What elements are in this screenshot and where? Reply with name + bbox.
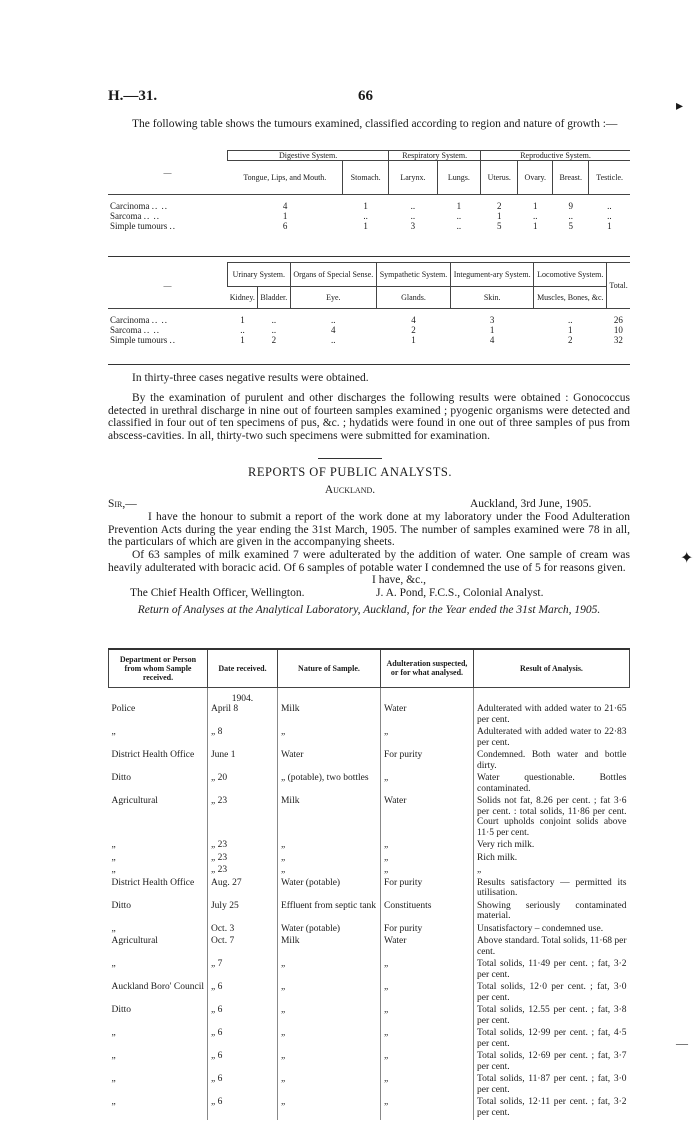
cell: For purity [380, 924, 473, 937]
table-row [109, 853, 630, 866]
col-header: Stomach. [343, 161, 389, 195]
cell: 2 [568, 335, 573, 345]
cell: Total solids, 11·87 per cent. ; fat, 3·0 per cent. [473, 1074, 629, 1097]
reports-title: REPORTS OF PUBLIC ANALYSTS. [248, 465, 452, 479]
cell: „ [380, 1005, 473, 1028]
cell: Ditto [111, 773, 132, 783]
col-header: Date received. [207, 649, 277, 687]
cell: 4 [282, 201, 288, 211]
tumours-table-1: — Digestive System. Respiratory System. Reproductive System. Tongue, Lips, and Mouth. Stomach. Larynx. Lungs. Uterus. Ovary. Breast. Testicle. Carcinoma .. .. 4 1 .. 1 2 1 9 .. Sarcoma .. .. 1 .. .. .. 1 .. .. .. Simple tumours .. 6 1 3 .. 5 1 5 1 [108, 150, 630, 231]
table-row [109, 924, 630, 937]
cell: „ [380, 1097, 473, 1120]
cell: 1 [456, 201, 462, 211]
cell: Rich milk. [473, 853, 629, 866]
cell: Results satisfactory — permitted its utilisation. [473, 878, 629, 901]
cell: Total solids, 12·11 per cent. ; fat, 3·2 per cent. [473, 1097, 629, 1120]
cell: Milk [277, 704, 380, 727]
cell: „ 6 [207, 1028, 277, 1051]
cell: „ 23 [207, 796, 277, 840]
margin-mark: ▸ [676, 99, 684, 114]
cell: 1 [568, 325, 573, 335]
table-row [109, 840, 630, 853]
cell: „ 20 [207, 773, 277, 796]
col-header: Result of Analysis. [473, 649, 629, 687]
col-header: Skin. [450, 287, 533, 309]
cell: Auckland Boro' Council [111, 982, 204, 992]
table-row: Simple tumours .. 1 2 .. 1 4 2 32 [108, 335, 630, 345]
cell: .. [410, 211, 416, 221]
cell: „ [111, 865, 116, 875]
col-header: Kidney. [228, 287, 258, 309]
group-header: Sympathetic System. [377, 263, 451, 287]
salutation: Sir,— [108, 498, 137, 510]
cell: Oct. 7 [207, 936, 277, 959]
col-header: Nature of Sample. [277, 649, 380, 687]
cell: „ (potable), two bottles [277, 773, 380, 796]
cell: Water [380, 704, 473, 727]
cell: „ [277, 982, 380, 1005]
cell: Water questionable. Bottles contaminated. [473, 773, 629, 796]
cell: „ [277, 1074, 380, 1097]
col-header: Tongue, Lips, and Mouth. [228, 161, 343, 195]
cell: „ 23 [207, 853, 277, 866]
cell: „ 6 [207, 1074, 277, 1097]
cell: „ [380, 727, 473, 750]
cell: .. [240, 325, 245, 335]
col-header: Larynx. [389, 161, 437, 195]
cell: .. [607, 211, 612, 221]
col-header: Breast. [553, 161, 589, 195]
cell: „ [380, 1051, 473, 1074]
cell: „ [111, 852, 116, 863]
table-row [109, 1028, 630, 1051]
cell: Ditto [111, 900, 132, 911]
group-header: Urinary System. [228, 263, 291, 287]
col-header: Department or Person from whom Sample received. [109, 649, 208, 687]
cell: 6 [282, 221, 288, 231]
cell: .. [607, 201, 612, 211]
tumours-table-2: — Urinary System. Organs of Special Sense. Sympathetic System. Integument-ary System. Locomotive System. Total. Kidney. Bladder. Eye. Glands. Skin. Muscles, Bones, &c. Carcinoma .. .. 1 .. .. 4 3 .. 26 Sarcoma .. .. .. .. 4 2 1 1 10 Simple tumours .. 1 2 .. 1 4 2 32 [108, 262, 630, 345]
letter-date: Auckland, 3rd June, 1905. [470, 498, 592, 510]
cell: „ [380, 1074, 473, 1097]
location-heading: Auckland. [324, 484, 376, 496]
letter-paragraph-1: I have the honour to submit a report of the work done at my laboratory under the Food Adulteration Prevention Acts during the year ending the 31st March, 1905. The number of samples examined were 78 in all, the particulars of which are given in the accompanying sheets. [108, 511, 630, 548]
margin-mark: ✦ [680, 550, 694, 567]
row-label: Sarcoma [110, 325, 142, 335]
table-row [109, 1074, 630, 1097]
cell: „ [111, 840, 116, 850]
closing: I have, &c., [372, 574, 426, 586]
col-header: Uterus. [481, 161, 518, 195]
cell: For purity [380, 750, 473, 773]
cell: Unsatisfactory – condemned use. [473, 924, 629, 937]
cell: Effluent from septic tank [277, 901, 380, 924]
cell: 1 [363, 201, 368, 211]
page-number: 66 [358, 88, 373, 104]
table-row [109, 1051, 630, 1074]
table-row: Simple tumours .. 6 1 3 .. 5 1 5 1 [108, 221, 630, 231]
cell: „ [380, 840, 473, 853]
cell: 2 [496, 201, 502, 211]
cell: June 1 [207, 750, 277, 773]
table-row [109, 750, 630, 773]
cell: Milk [277, 936, 380, 959]
cell: .. [410, 201, 416, 211]
table-row [109, 936, 630, 959]
cell: „ [380, 959, 473, 982]
cell: „ [380, 982, 473, 1005]
cell: „ 7 [207, 959, 277, 982]
cell: 10 [613, 325, 623, 335]
cell: Police [111, 704, 136, 714]
table-rule [108, 256, 630, 257]
group-header: Organs of Special Sense. [290, 263, 376, 287]
cell: 26 [613, 315, 623, 325]
cell: .. [533, 211, 538, 221]
col-header: Adulteration suspected, or for what analysed. [380, 649, 473, 687]
cell: 4 [411, 315, 416, 325]
cell: Aug. 27 [207, 878, 277, 901]
cell: „ [277, 1028, 380, 1051]
cell: Water (potable) [277, 878, 380, 901]
cell: „ 6 [207, 982, 277, 1005]
table-row [109, 865, 630, 878]
cell: 1 [533, 201, 538, 211]
cell: „ 6 [207, 1097, 277, 1120]
cell: Solids not fat, 8.26 per cent. ; fat 3·6 per cent. : total solids, 11·86 per cent. Court upholds conjoint solids above 11·5 per cent. [473, 796, 629, 840]
cell: Agricultural [111, 936, 158, 946]
table-row [109, 878, 630, 901]
cell: „ [111, 1074, 116, 1084]
col-header: Ovary. [518, 161, 553, 195]
cell: 32 [613, 335, 623, 345]
cell: .. [456, 221, 462, 231]
group-header: Total. [607, 263, 630, 309]
row-label: Simple tumours [110, 335, 168, 345]
cell: .. [271, 325, 277, 335]
cell: Total solids, 12·0 per cent. ; fat, 3·0 per cent. [473, 982, 629, 1005]
cell: „ [111, 959, 116, 969]
cell: „ [111, 923, 116, 934]
cell: Total solids, 12.55 per cent. ; fat, 3·8 per cent. [473, 1005, 629, 1028]
cell: .. [363, 211, 368, 221]
cell: 2 [271, 335, 277, 345]
cell: 2 [411, 325, 416, 335]
table-row [109, 1097, 630, 1120]
row-label: Carcinoma [110, 315, 150, 325]
row-label: Sarcoma [110, 211, 142, 221]
cell: „ [111, 727, 116, 737]
cell: „ [473, 865, 629, 878]
cell: .. [568, 211, 574, 221]
cell: Water (potable) [277, 924, 380, 937]
cell: „ [111, 1051, 116, 1061]
cell: 5 [496, 221, 502, 231]
cell: Showing seriously contaminated material. [473, 901, 629, 924]
table-row: Carcinoma .. .. 1 .. .. 4 3 .. 26 [108, 315, 630, 325]
cell: Total solids, 12·69 per cent. ; fat, 3·7 per cent. [473, 1051, 629, 1074]
cell: Total solids, 11·49 per cent. ; fat, 3·2 per cent. [473, 959, 629, 982]
cell: 1 [363, 221, 368, 231]
cell: Ditto [111, 1005, 132, 1015]
group-header: Respiratory System. [389, 151, 481, 161]
col-header: Testicle. [589, 161, 630, 195]
cell: .. [331, 315, 336, 325]
table-row: Sarcoma .. .. .. .. 4 2 1 1 10 [108, 325, 630, 335]
cell: Above standard. Total solids, 11·68 per cent. [473, 936, 629, 959]
table-row [109, 1005, 630, 1028]
signature: J. A. Pond, F.C.S., Colonial Analyst. [376, 587, 544, 599]
cell: July 25 [207, 901, 277, 924]
cell: „ [111, 1097, 116, 1107]
cell: District Health Office [111, 750, 195, 760]
cell: 4 [489, 335, 495, 345]
table-row [109, 982, 630, 1005]
header-series: H.—31. [108, 88, 158, 104]
table-row [109, 901, 630, 924]
cell: Water [380, 796, 473, 840]
cell: 1 [240, 335, 245, 345]
cell: „ 6 [207, 1051, 277, 1074]
cell: Agricultural [111, 796, 158, 806]
table-row [109, 773, 630, 796]
cell: Constituents [380, 901, 473, 924]
cell: For purity [380, 878, 473, 901]
cell: „ 23 [207, 865, 277, 878]
purulent-paragraph: By the examination of purulent and other discharges the following results were obtained : Gonococcus detected in urethral discharge in nine out of fourteen samples examined ; pyogenic organisms were detected and classified in four out of ten specimens of pus, &c. ; hydatids were found in one out of three samples of pus from abscess-cavities. In all, thirty-two such specimens were submitted for examination. [108, 392, 630, 442]
intro-paragraph: The following table shows the tumours examined, classified according to region and nature of growth :— [132, 118, 618, 130]
table-row: Carcinoma .. .. 4 1 .. 1 2 1 9 .. [108, 201, 630, 211]
cell: „ [277, 959, 380, 982]
cell: Adulterated with added water to 21·65 per cent. [473, 704, 629, 727]
table-row [109, 959, 630, 982]
table-row [109, 704, 630, 727]
group-header: Locomotive System. [534, 263, 607, 287]
cell: .. [456, 211, 462, 221]
cell: „ [277, 1097, 380, 1120]
cell: .. [568, 315, 573, 325]
cell: „ [277, 1051, 380, 1074]
section-divider [318, 458, 382, 459]
margin-mark: — [676, 1036, 688, 1050]
cell: „ [277, 853, 380, 866]
cell: Total solids, 12·99 per cent. ; fat, 4·5 per cent. [473, 1028, 629, 1051]
cell: 1 [607, 221, 612, 231]
cell: 1 [411, 335, 416, 345]
cell: Milk [277, 796, 380, 840]
return-title: Return of Analyses at the Analytical Laboratory, Auckland, for the Year ended the 31st March, 1905. [137, 604, 601, 616]
addressee: The Chief Health Officer, Wellington. [130, 587, 305, 599]
cell: 1 [496, 211, 502, 221]
cell: „ 6 [207, 1005, 277, 1028]
negative-results: In thirty-three cases negative results were obtained. [132, 372, 369, 384]
cell: 3 [489, 315, 495, 325]
cell: District Health Office [111, 877, 195, 888]
col-header: Bladder. [258, 287, 290, 309]
col-header: Lungs. [437, 161, 480, 195]
cell: „ 23 [207, 840, 277, 853]
cell: „ [277, 865, 380, 878]
table-row [109, 727, 630, 750]
cell: „ [380, 853, 473, 866]
cell: „ [277, 840, 380, 853]
cell: „ [277, 1005, 380, 1028]
cell: „ [380, 773, 473, 796]
group-header: Integument-ary System. [450, 263, 533, 287]
cell: 1 [489, 325, 495, 335]
cell: „ [277, 727, 380, 750]
col-header: Muscles, Bones, &c. [534, 287, 607, 309]
analyses-table [108, 648, 630, 1120]
cell: Condemned. Both water and bottle dirty. [473, 750, 629, 773]
group-header: Reproductive System. [481, 151, 630, 161]
cell: 3 [410, 221, 416, 231]
cell: 1 [533, 221, 538, 231]
cell: Water [277, 750, 380, 773]
cell: 5 [568, 221, 574, 231]
cell: „ [380, 865, 473, 878]
table-row: Sarcoma .. .. 1 .. .. .. 1 .. .. .. [108, 211, 630, 221]
table-rule [108, 364, 630, 365]
group-header: Digestive System. [228, 151, 389, 161]
cell: .. [271, 315, 277, 325]
col-header: Glands. [377, 287, 451, 309]
cell: Oct. 3 [207, 924, 277, 937]
letter-paragraph-2: Of 63 samples of milk examined 7 were adulterated by the addition of water. One sample of cream was heavily adulterated with boracic acid. Of 6 samples of potable water I condemned the use of 5 for reasons given. [108, 549, 630, 574]
cell: Adulterated with added water to 22·83 per cent. [473, 727, 629, 750]
col-header: Eye. [290, 287, 376, 309]
cell: .. [331, 335, 336, 345]
cell: Very rich milk. [473, 840, 629, 853]
cell: „ 8 [207, 727, 277, 750]
cell: 4 [331, 325, 336, 335]
table-row [109, 796, 630, 840]
cell: 1 [240, 315, 245, 325]
cell: April 8 [207, 704, 277, 727]
cell: 1 [282, 211, 288, 221]
cell: „ [380, 1028, 473, 1051]
row-label: Simple tumours [110, 221, 168, 231]
cell: „ [111, 1028, 116, 1038]
year-label: 1904. [207, 687, 277, 704]
row-label: Carcinoma [110, 201, 150, 211]
cell: 9 [568, 201, 574, 211]
cell: Water [380, 936, 473, 959]
